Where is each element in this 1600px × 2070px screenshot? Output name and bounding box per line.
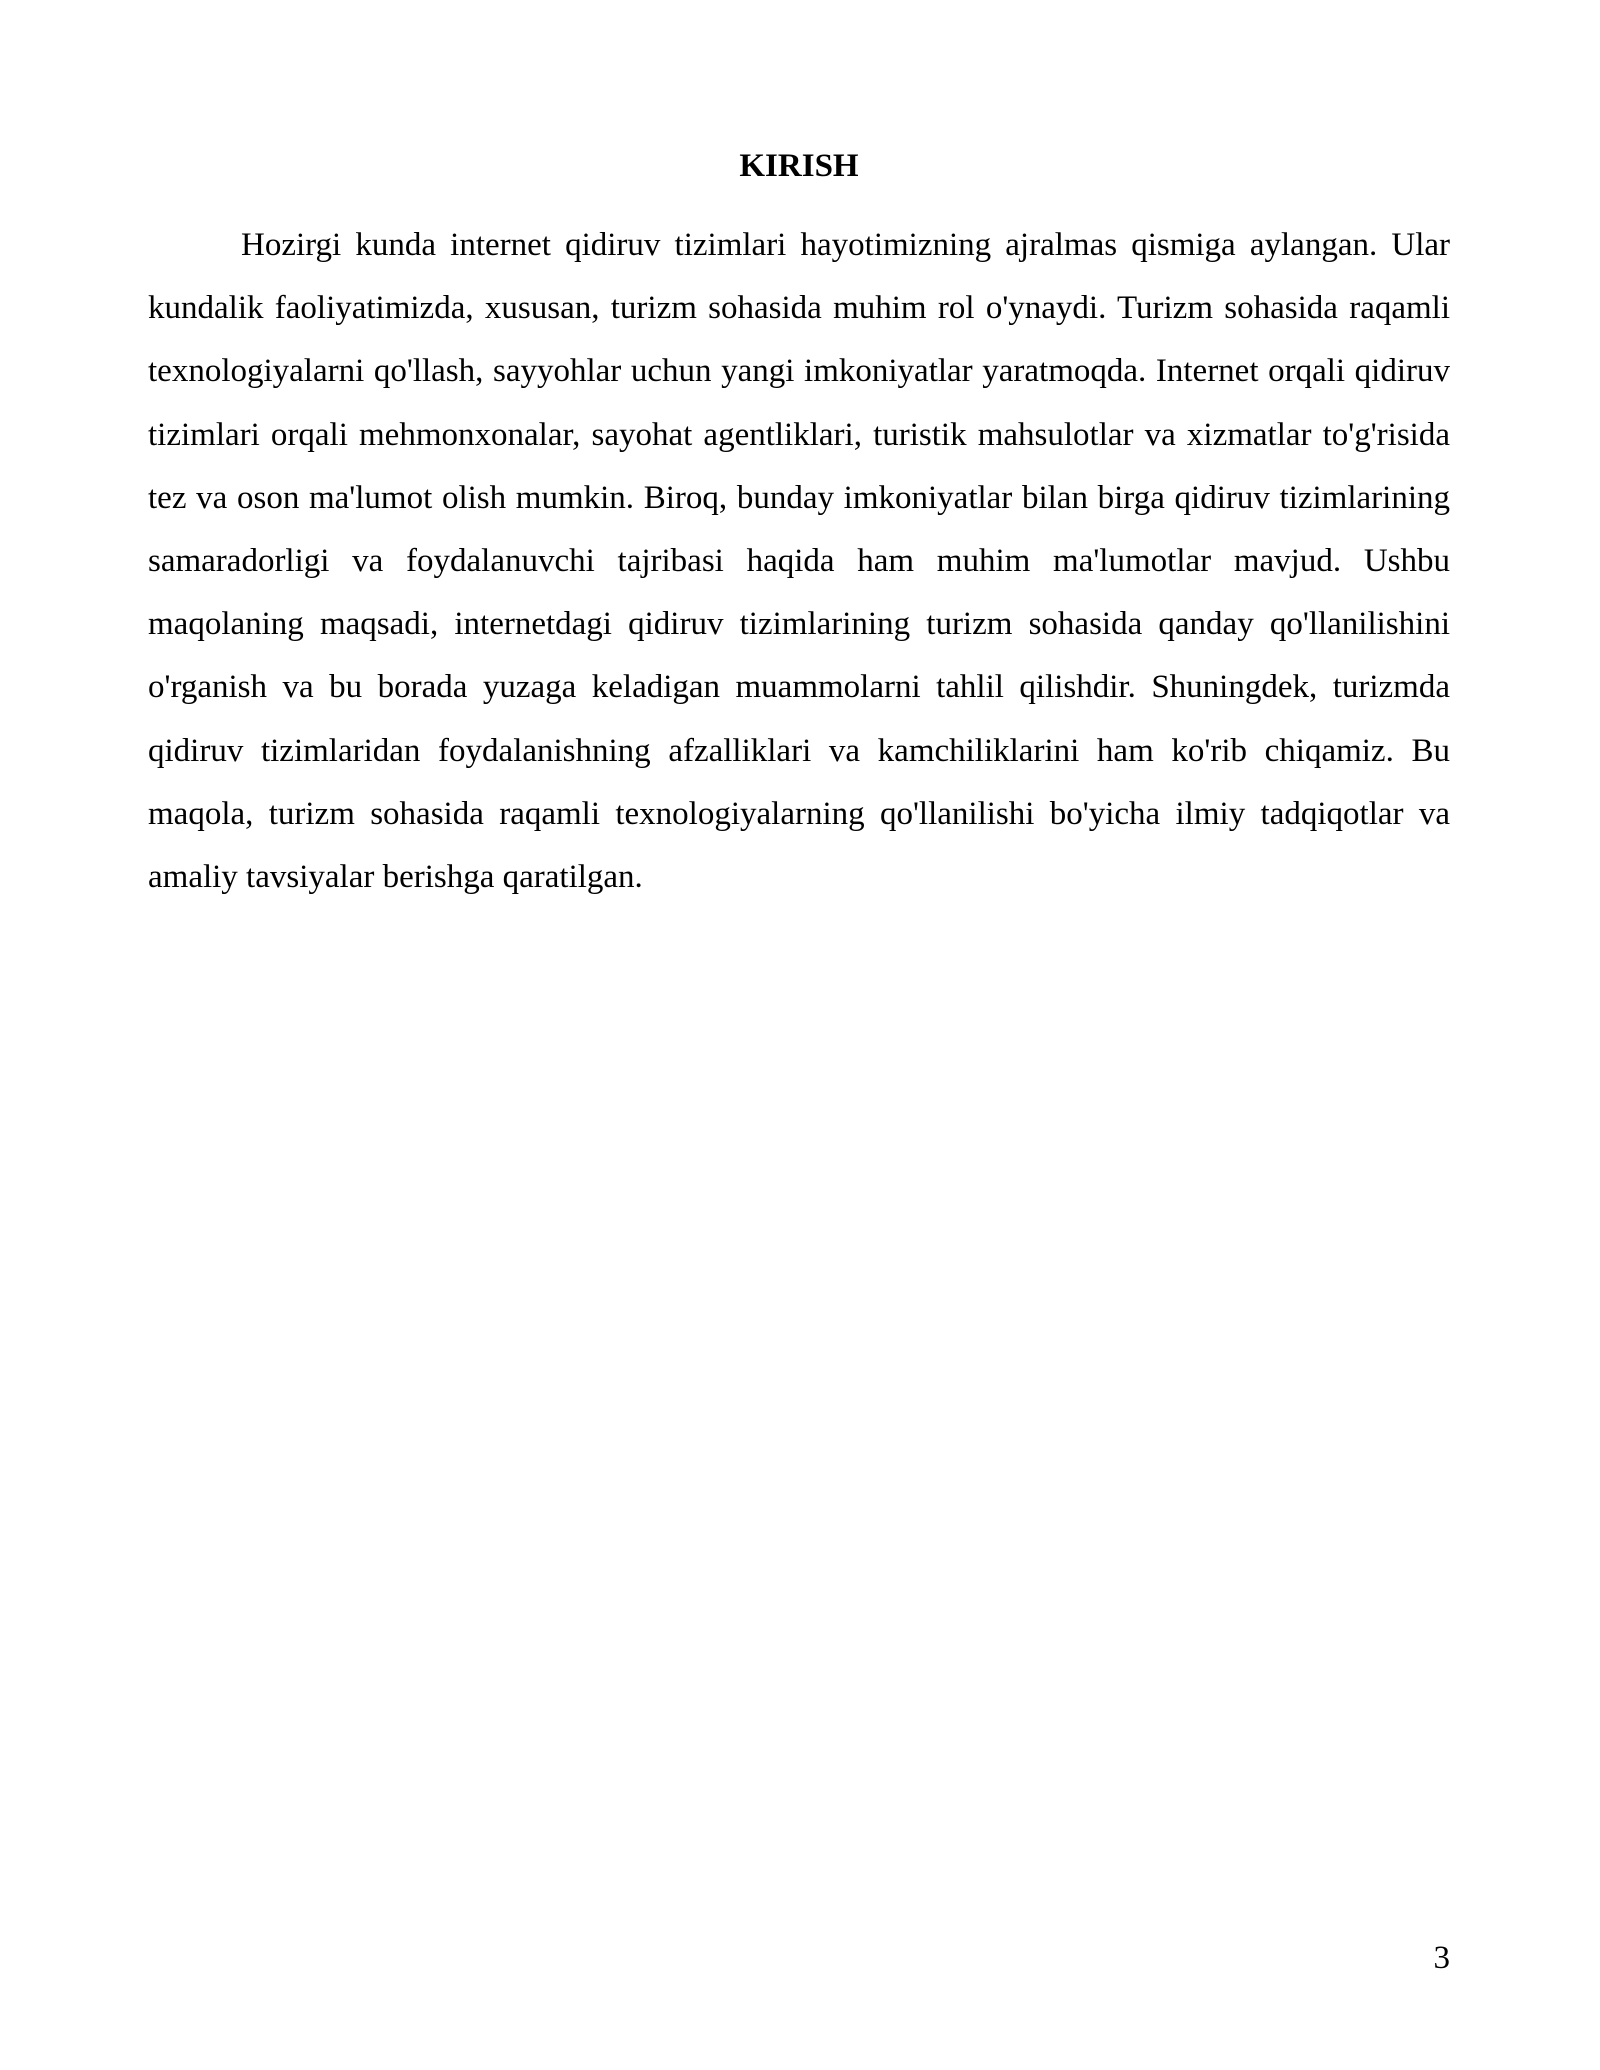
intro-paragraph: Hozirgi kunda internet qidiruv tizimlari hayotimizning ajralmas qismiga aylangan. Ular kundalik faoliyatimizda, xususan, turizm sohasida muhim rol o'ynaydi. Turizm sohasida raqamli texnologiyalarni qo'llash, sayyohlar uchun yangi imkoniyatlar yaratmoqda. Internet orqali qidiruv tizimlari orqali mehmonxonalar, sayohat agentliklari, turistik mahsulotlar va xizmatlar to'g'risida tez va oson ma'lumot olish mumkin. Biroq, bunday imkoniyatlar bilan birga qidiruv tizimlarining samaradorligi va foydalanuvchi tajribasi haqida ham muhim ma'lumotlar mavjud. Ushbu maqolaning maqsadi, internetdagi qidiruv tizimlarining turizm sohasida qanday qo'llanilishini o'rganish va bu borada yuzaga keladigan muammolarni tahlil qilishdir. Shuningdek, turizmda qidiruv tizimlaridan foydalanishning afzalliklari va kamchiliklarini ham ko'rib chiqamiz. Bu maqola, turizm sohasida raqamli texnologiyalarning qo'llanilishi bo'yicha ilmiy tadqiqotlar va amaliy tavsiyalar berishga qaratilgan.	[148, 227, 1450, 896]
section-heading: KIRISH	[739, 148, 859, 184]
page-number: 3	[1433, 1940, 1450, 1976]
